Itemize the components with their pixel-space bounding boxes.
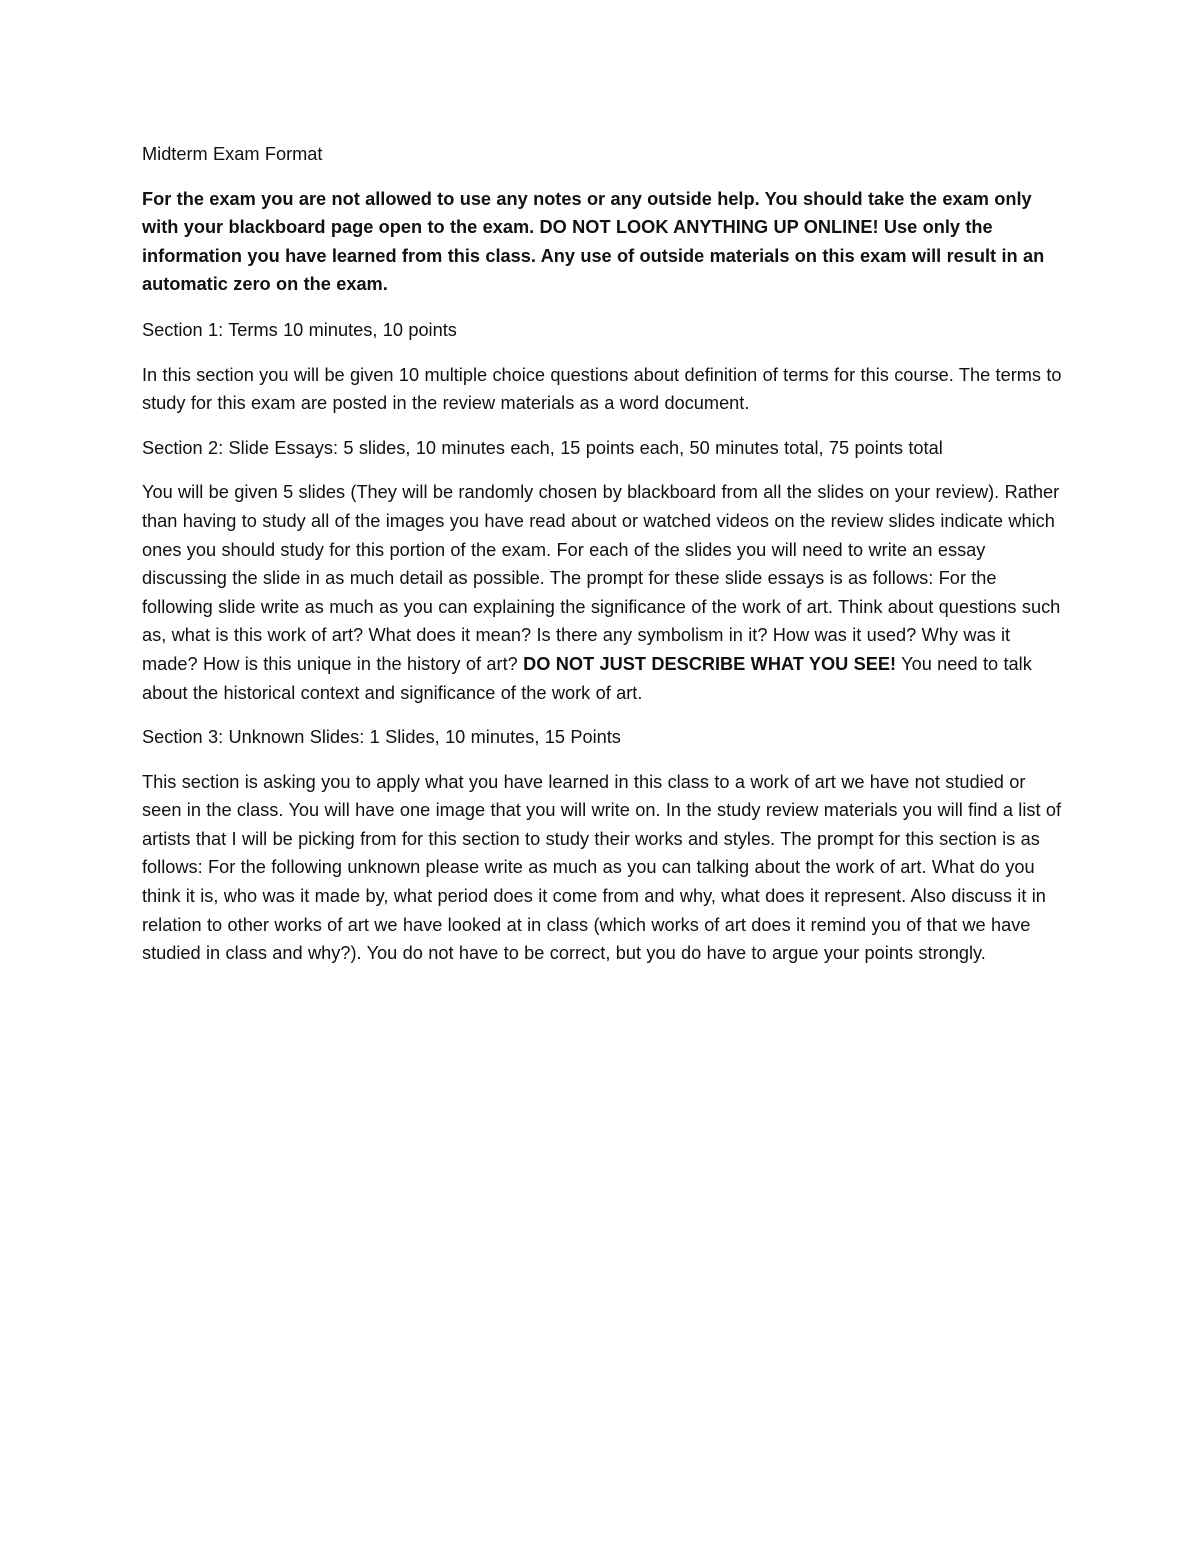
- section-1-body: In this section you will be given 10 multiple choice questions about definition of terms for this course. The terms to study for this exam are posted in the review materials as a word document.: [142, 364, 1062, 414]
- section-2-body: [142, 478, 1067, 707]
- section-2-emphasis: DO NOT JUST DESCRIBE WHAT YOU SEE!: [523, 653, 897, 674]
- section-1-heading: Section 1: Terms 10 minutes, 10 points: [142, 319, 457, 340]
- exam-rules-warning: For the exam you are not allowed to use any notes or any outside help. You should take the exam only with your blackboard page open to the exam. DO NOT LOOK ANYTHING UP ONLINE! Use only the information you have learned from this class. Any use of outside materials on this exam will result in an automatic zero on the exam.: [142, 188, 1045, 295]
- section-3-heading: Section 3: Unknown Slides: 1 Slides, 10 minutes, 15 Points: [142, 727, 621, 748]
- section-2-body-text: You will be given 5 slides (They will be randomly chosen by blackboard from all the slides on your review). Rather than having to study all of the images you have read about or watched videos on the review slides indicate which ones you should study for this portion of the exam. For each of the slides you will need to write an essay discussing the slide in as much detail as possible. The prompt for these slide essays is as follows: For the following slide write as much as you can explaining the significance of the work of art. Think about questions such as, what is this work of art? What does it mean? Is there any symbolism in it? How was it used? Why was it made? How is this unique in the history of art?: [142, 482, 1061, 674]
- document-page: [142, 140, 1067, 984]
- section-3-body: This section is asking you to apply what you have learned in this class to a work of art we have not studied or seen in the class. You will have one image that you will write on. In the study review materials you will find a list of artists that I will be picking from for this section to study their works and styles. The prompt for this section is as follows: For the following unknown please write as much as you can talking about the work of art. What do you think it is, who was it made by, what period does it come from and why, what does it represent. Also discuss it in relation to other works of art we have looked at in class (which works of art does it remind you of that we have studied in class and why?). You do not have to be correct, but you do have to argue your points strongly.: [142, 771, 1062, 964]
- document-title: Midterm Exam Format: [142, 144, 323, 164]
- section-2-heading: Section 2: Slide Essays: 5 slides, 10 minutes each, 15 points each, 50 minutes total, 75 points total: [142, 437, 943, 458]
- section-2-body-end: You need to talk about the historical context and significance of the work of art.: [142, 653, 1032, 703]
